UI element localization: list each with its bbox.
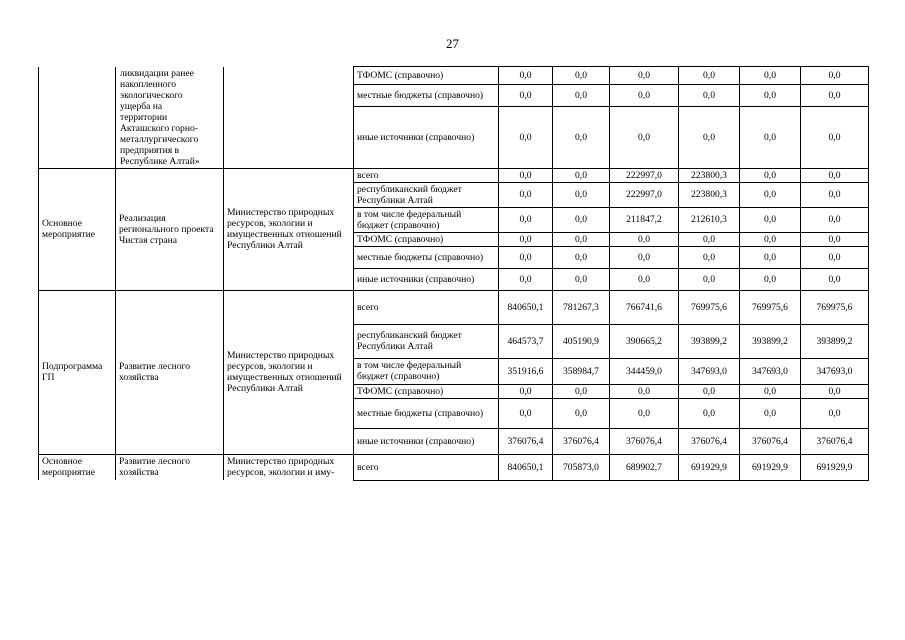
value-cell: 0,0 [553,246,610,268]
value-cell: 0,0 [740,384,801,398]
value-cell: 840650,1 [499,290,553,324]
value-cell: 0,0 [553,384,610,398]
value-cell: 0,0 [740,246,801,268]
value-cell: 0,0 [499,168,553,182]
value-cell: 0,0 [553,268,610,290]
value-cell: 393899,2 [740,324,801,358]
value-cell: 0,0 [740,106,801,168]
value-cell: 0,0 [740,268,801,290]
page-number: 27 [446,36,459,51]
value-cell: 0,0 [801,106,869,168]
row-executor-cell: Министерство природных ресурсов, экологии и иму- [224,454,354,480]
value-cell: 0,0 [610,246,679,268]
row-name-cell: Реализация регионального проекта Чистая страна [116,168,224,290]
value-cell: 0,0 [553,182,610,207]
value-cell: 0,0 [610,384,679,398]
value-cell: 222997,0 [610,182,679,207]
funding-source-cell: иные источники (справочно) [354,268,499,290]
funding-source-cell: ТФОМС (справочно) [354,384,499,398]
value-cell: 0,0 [679,67,740,85]
row-executor-cell: Министерство природных ресурсов, экологии и имущественных отношений Республики Алтай [224,290,354,454]
funding-source-cell: иные источники (справочно) [354,428,499,454]
value-cell: 222997,0 [610,168,679,182]
value-cell: 0,0 [740,168,801,182]
value-cell: 393899,2 [801,324,869,358]
funding-source-cell: иные источники (справочно) [354,106,499,168]
value-cell: 0,0 [553,84,610,106]
value-cell: 347693,0 [679,358,740,384]
row-label-cell [39,67,116,169]
table-body [39,67,869,481]
value-cell: 0,0 [679,384,740,398]
value-cell: 0,0 [679,106,740,168]
value-cell: 347693,0 [801,358,869,384]
value-cell: 0,0 [679,232,740,246]
value-cell: 0,0 [553,232,610,246]
value-cell: 0,0 [801,268,869,290]
value-cell: 405190,9 [553,324,610,358]
row-name-cell: ликвидации ранее накопленного экологического ущерба на территории Акташского горно-металлургического предприятия в Республике Алтай» [116,67,224,169]
row-name-cell: Развитие лесного хозяйства [116,454,224,480]
value-cell: 0,0 [679,398,740,428]
value-cell: 0,0 [499,182,553,207]
value-cell: 0,0 [740,398,801,428]
value-cell: 0,0 [740,207,801,232]
table-row [39,290,869,324]
funding-source-cell: всего [354,454,499,480]
value-cell: 766741,6 [610,290,679,324]
funding-source-cell: всего [354,168,499,182]
row-executor-cell [224,67,354,169]
value-cell: 0,0 [801,84,869,106]
value-cell: 0,0 [553,207,610,232]
value-cell: 0,0 [610,268,679,290]
funding-source-cell: ТФОМС (справочно) [354,67,499,85]
value-cell: 691929,9 [679,454,740,480]
value-cell: 0,0 [610,84,679,106]
value-cell: 0,0 [740,67,801,85]
funding-source-cell: местные бюджеты (справочно) [354,246,499,268]
value-cell: 390665,2 [610,324,679,358]
value-cell: 347693,0 [740,358,801,384]
value-cell: 0,0 [553,168,610,182]
value-cell: 0,0 [553,106,610,168]
value-cell: 0,0 [553,398,610,428]
value-cell: 0,0 [740,84,801,106]
value-cell: 0,0 [610,398,679,428]
value-cell: 0,0 [499,84,553,106]
value-cell: 0,0 [679,246,740,268]
value-cell: 0,0 [801,67,869,85]
value-cell: 691929,9 [740,454,801,480]
value-cell: 464573,7 [499,324,553,358]
value-cell: 0,0 [499,232,553,246]
value-cell: 211847,2 [610,207,679,232]
value-cell: 0,0 [740,232,801,246]
funding-source-cell: в том числе федеральный бюджет (справочно) [354,207,499,232]
value-cell: 393899,2 [679,324,740,358]
value-cell: 0,0 [801,246,869,268]
value-cell: 376076,4 [679,428,740,454]
value-cell: 0,0 [499,207,553,232]
value-cell: 0,0 [801,182,869,207]
row-executor-cell: Министерство природных ресурсов, экологии и имущественных отношений Республики Алтай [224,168,354,290]
value-cell: 376076,4 [499,428,553,454]
value-cell: 344459,0 [610,358,679,384]
value-cell: 376076,4 [553,428,610,454]
value-cell: 0,0 [610,232,679,246]
row-label-cell: Основное мероприятие [39,168,116,290]
value-cell: 212610,3 [679,207,740,232]
value-cell: 0,0 [553,67,610,85]
value-cell: 0,0 [801,168,869,182]
value-cell: 689902,7 [610,454,679,480]
value-cell: 223800,3 [679,182,740,207]
value-cell: 0,0 [740,182,801,207]
value-cell: 0,0 [801,384,869,398]
value-cell: 769975,6 [740,290,801,324]
budget-table [38,66,869,481]
value-cell: 223800,3 [679,168,740,182]
value-cell: 0,0 [499,384,553,398]
value-cell: 705873,0 [553,454,610,480]
funding-source-cell: в том числе федеральный бюджет (справочно) [354,358,499,384]
funding-source-cell: республиканский бюджет Республики Алтай [354,324,499,358]
funding-source-cell: всего [354,290,499,324]
table-row [39,454,869,480]
value-cell: 351916,6 [499,358,553,384]
value-cell: 376076,4 [801,428,869,454]
value-cell: 769975,6 [801,290,869,324]
value-cell: 0,0 [499,106,553,168]
funding-source-cell: местные бюджеты (справочно) [354,398,499,428]
funding-source-cell: ТФОМС (справочно) [354,232,499,246]
value-cell: 0,0 [499,268,553,290]
value-cell: 691929,9 [801,454,869,480]
value-cell: 0,0 [801,398,869,428]
value-cell: 0,0 [499,398,553,428]
funding-source-cell: местные бюджеты (справочно) [354,84,499,106]
value-cell: 376076,4 [740,428,801,454]
value-cell: 358984,7 [553,358,610,384]
value-cell: 0,0 [610,106,679,168]
row-label-cell: Основное мероприятие [39,454,116,480]
value-cell: 0,0 [610,67,679,85]
table-row [39,67,869,85]
value-cell: 376076,4 [610,428,679,454]
value-cell: 840650,1 [499,454,553,480]
value-cell: 769975,6 [679,290,740,324]
value-cell: 0,0 [679,268,740,290]
row-name-cell: Развитие лесного хозяйства [116,290,224,454]
row-label-cell: Подпрограмма ГП [39,290,116,454]
funding-source-cell: республиканский бюджет Республики Алтай [354,182,499,207]
value-cell: 0,0 [679,84,740,106]
value-cell: 781267,3 [553,290,610,324]
value-cell: 0,0 [801,207,869,232]
value-cell: 0,0 [801,232,869,246]
table-row [39,168,869,182]
value-cell: 0,0 [499,246,553,268]
value-cell: 0,0 [499,67,553,85]
